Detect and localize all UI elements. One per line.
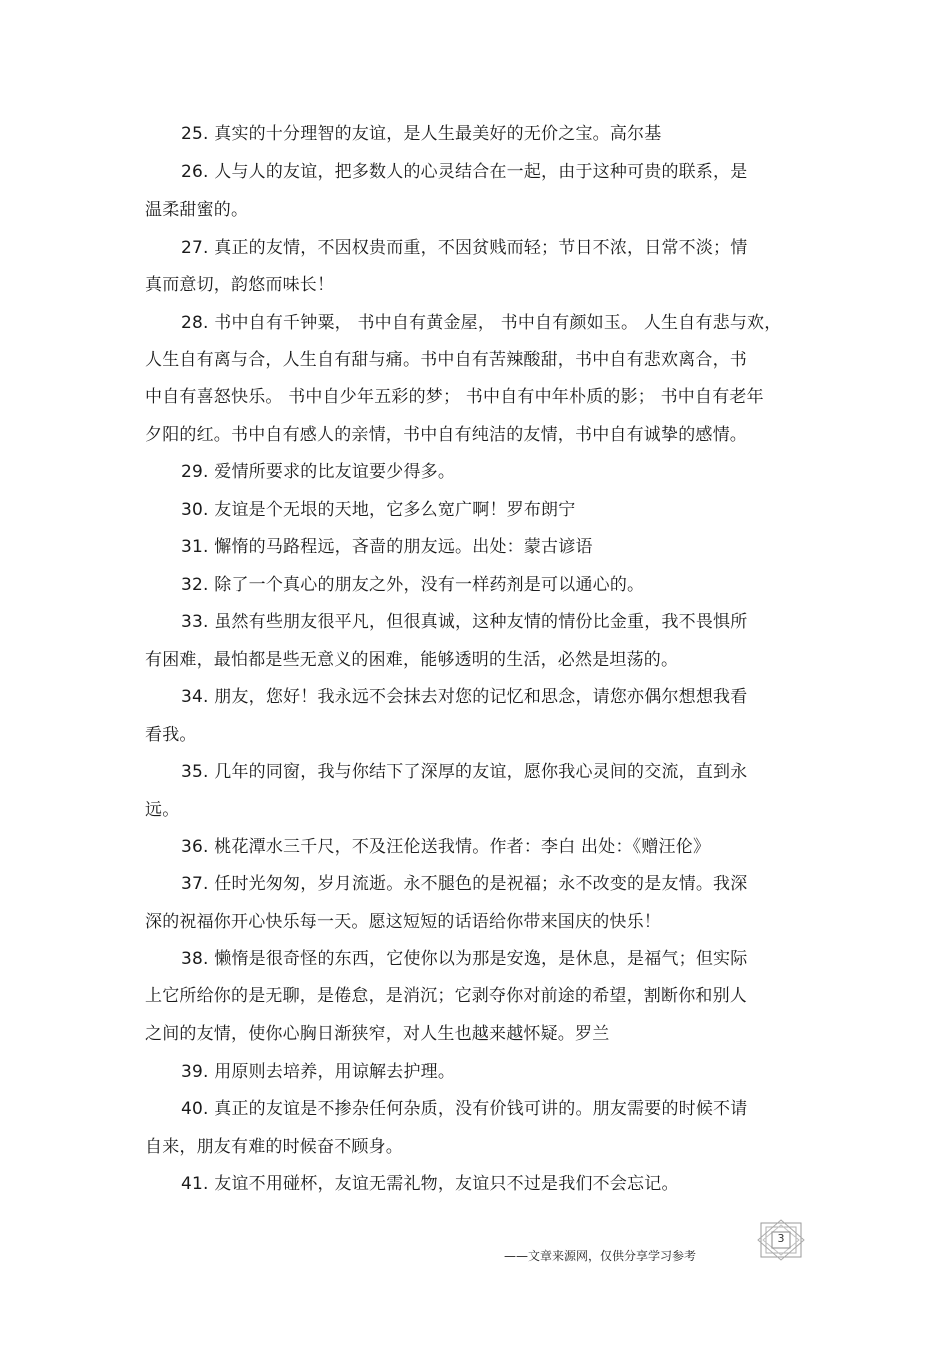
text-line: 35. 几年的同窗，我与你结下了深厚的友谊，愿你我心灵间的交流，直到永 — [181, 762, 748, 782]
text-line: 看我。 — [145, 725, 197, 745]
text-line: 之间的友情，使你心胸日渐狭窄，对人生也越来越怀疑。罗兰 — [145, 1024, 610, 1044]
text-line: 夕阳的红。书中自有感人的亲情，书中自有纯洁的友情，书中自有诚挚的感情。 — [145, 425, 747, 445]
text-line: 自来，朋友有难的时候奋不顾身。 — [145, 1137, 403, 1157]
text-line: 41. 友谊不用碰杯，友谊无需礼物，友谊只不过是我们不会忘记。 — [181, 1174, 679, 1194]
text-line: 25. 真实的十分理智的友谊，是人生最美好的无价之宝。高尔基 — [181, 124, 662, 144]
footer-source-note: ——文章来源网，仅供分享学习参考 — [504, 1249, 697, 1263]
text-line: 34. 朋友，您好！我永远不会抹去对您的记忆和思念，请您亦偶尔想想我看 — [181, 687, 748, 707]
text-line: 28. 书中自有千钟粟， 书中自有黄金屋， 书中自有颜如玉。 人生自有悲与欢， — [181, 313, 782, 333]
text-line: 上它所给你的是无聊，是倦怠，是消沉；它剥夺你对前途的希望，割断你和别人 — [145, 986, 747, 1006]
text-line: 33. 虽然有些朋友很平凡，但很真诚，这种友情的情份比金重，我不畏惧所 — [181, 612, 748, 632]
text-line: 31. 懈惰的马路程远，吝啬的朋友远。出处：蒙古谚语 — [181, 537, 593, 557]
text-line: 深的祝福你开心快乐每一天。愿这短短的话语给你带来国庆的快乐！ — [145, 912, 661, 932]
text-line: 30. 友谊是个无垠的天地，它多么宽广啊！罗布朗宁 — [181, 500, 576, 520]
text-line: 40. 真正的友谊是不掺杂任何杂质，没有价钱可讲的。朋友需要的时候不请 — [181, 1099, 748, 1119]
page-number-badge — [755, 1219, 807, 1261]
text-line: 32. 除了一个真心的朋友之外，没有一样药剂是可以通心的。 — [181, 575, 645, 595]
text-line: 37. 任时光匆匆，岁月流逝。永不腿色的是祝福；永不改变的是友情。我深 — [181, 874, 748, 894]
text-line: 26. 人与人的友谊，把多数人的心灵结合在一起，由于这种可贵的联系，是 — [181, 162, 748, 182]
text-line: 温柔甜蜜的。 — [145, 200, 249, 220]
text-line: 远。 — [145, 800, 180, 820]
text-line: 29. 爱情所要求的比友谊要少得多。 — [181, 462, 456, 482]
text-line: 人生自有离与合，人生自有甜与痛。书中自有苦辣酸甜，书中自有悲欢离合，书 — [145, 350, 747, 370]
text-line: 38. 懒惰是很奇怪的东西，它使你以为那是安逸，是休息，是福气；但实际 — [181, 949, 748, 969]
page-number: 3 — [777, 1232, 785, 1245]
text-line: 27. 真正的友情，不因权贵而重，不因贫贱而轻；节日不浓，日常不淡；情 — [181, 238, 748, 258]
text-line: 中自有喜怒快乐。 书中自少年五彩的梦； 书中自有中年朴质的影； 书中自有老年 — [145, 387, 764, 407]
text-line: 39. 用原则去培养，用谅解去护理。 — [181, 1062, 456, 1082]
text-line: 有困难，最怕都是些无意义的困难，能够透明的生活，必然是坦荡的。 — [145, 650, 679, 670]
text-line: 真而意切，韵悠而味长！ — [145, 275, 335, 295]
text-line: 36. 桃花潭水三千尺，不及汪伦送我情。作者：李白 出处：《赠汪伦》 — [181, 837, 711, 857]
